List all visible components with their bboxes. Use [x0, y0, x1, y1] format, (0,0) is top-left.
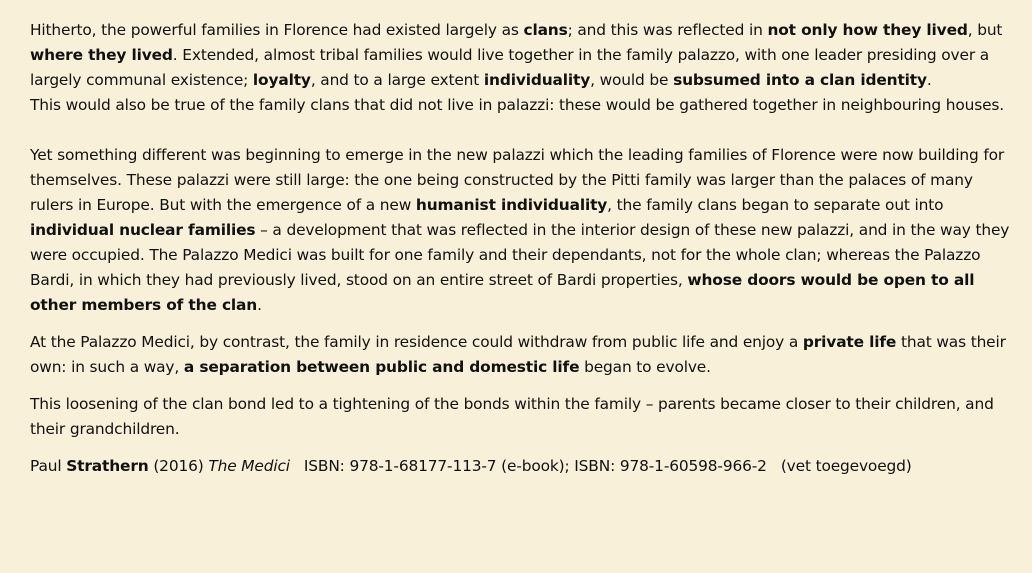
paragraph-clans [30, 18, 1014, 93]
bold-term: clans [523, 21, 568, 39]
text-run: . Extended, almost tribal families would live together in the family palazzo, with one leader presiding over a largely communal existence; [30, 46, 990, 89]
bold-term: not only how they lived [767, 21, 968, 39]
paragraph-new-palazzi [30, 143, 1014, 318]
book-title: The Medici [208, 457, 290, 475]
text-run: ; and this was reflected in [567, 21, 768, 39]
bold-term: where they lived [30, 46, 173, 64]
citation [30, 454, 1014, 479]
text-run: Hitherto, the powerful families in Florence had existed largely as [30, 21, 524, 39]
paragraph-clan-bond: This loosening of the clan bond led to a tightening of the bonds within the family – parents became closer to their children, and their grandchildren. [30, 395, 994, 438]
isbn-numbers: ISBN: 978-1-68177-113-7 (e-book); ISBN: 978-1-60598-966-2 [303, 457, 767, 475]
bold-term: individual nuclear families [30, 221, 256, 239]
text-run: , the family clans began to separate out into [607, 196, 944, 214]
publication-year: (2016) [148, 457, 209, 475]
text-run: Yet something different was beginning to emerge in the new palazzi which the leading families of Florence were now building for themselves. These palazzi were still large: the one being constructed by the Pitti family was larger than the palaces of many rulers in Europe. But with the emergence of a new [30, 146, 1005, 214]
paragraph-neighbouring-houses: This would also be true of the family clans that did not live in palazzi: these would be gathered together in neighbouring houses. [30, 96, 1005, 114]
bold-term: subsumed into a clan identity [673, 71, 927, 89]
bold-term: a separation between public and domestic life [183, 358, 580, 376]
bold-term: individuality [483, 71, 591, 89]
citation-note: (vet toegevoegd) [780, 457, 912, 475]
bold-term: private life [802, 333, 897, 351]
paragraph-spacing [30, 380, 1014, 392]
bold-term: whose doors would be open to all other members of the clan [30, 271, 975, 314]
paragraph-spacing [30, 442, 1014, 454]
bold-term: loyalty [252, 71, 311, 89]
text-run: , would be [590, 71, 674, 89]
paragraph-spacing [30, 318, 1014, 330]
text-run: . [257, 296, 262, 314]
text-run: – a development that was reflected in the interior design of these new palazzi, and in the way they were occupied. The Palazzo Medici was built for one family and their dependants, not for the whole clan; whereas the Palazzo Bardi, in which they had previously lived, stood on an entire street of Bardi properties, [30, 221, 1010, 289]
text-run: At the Palazzo Medici, by contrast, the family in residence could withdraw from public life and enjoy a [30, 333, 803, 351]
paragraph-private-life [30, 330, 1014, 380]
text-run: . [926, 71, 932, 89]
author-first-name: Paul [30, 457, 67, 475]
text-run: , but [967, 21, 1003, 39]
author-last-name: Strathern [66, 457, 149, 475]
blank-line [30, 118, 1014, 143]
text-run: , and to a large extent [310, 71, 484, 89]
text-run: that was their own: in such a way, [30, 333, 1006, 376]
text-run: began to evolve. [579, 358, 711, 376]
bold-term: humanist individuality [415, 196, 608, 214]
